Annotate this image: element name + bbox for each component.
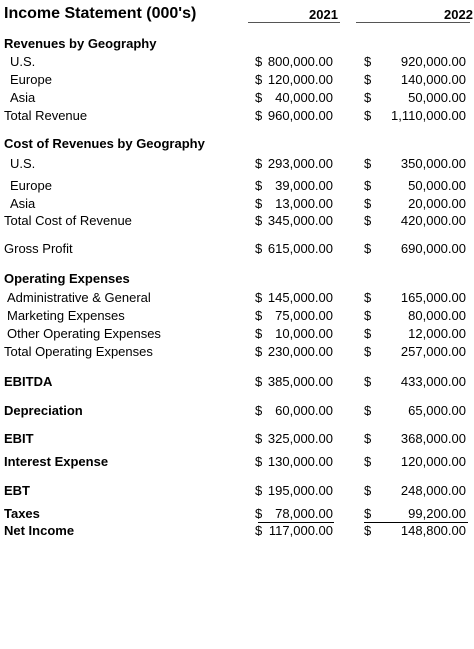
row-label: Gross Profit [4,241,73,256]
year-2021-header: 2021 [309,7,338,22]
currency-symbol: $ [255,344,263,359]
row-label: Marketing Expenses [7,308,125,323]
currency-symbol: $ [255,483,263,498]
amount-2021: 40,000.00 [275,90,333,105]
amount-2021: 325,000.00 [267,431,333,446]
currency-symbol: $ [364,156,372,171]
row-label: Other Operating Expenses [7,326,161,341]
row-label: U.S. [10,54,36,69]
amount-2022: 65,000.00 [408,403,466,418]
currency-symbol: $ [255,326,263,341]
amount-2021: 120,000.00 [267,72,333,87]
amount-2022: 368,000.00 [400,431,466,446]
row-label: Total Operating Expenses [4,344,153,359]
amount-2021: 230,000.00 [267,344,333,359]
currency-symbol: $ [255,506,263,521]
amount-2021: 13,000.00 [275,196,333,211]
cost-row-europe [0,177,474,195]
interest-expense-row [0,453,474,471]
amount-2021: 615,000.00 [267,241,333,256]
amount-2022: 1,110,000.00 [391,108,466,123]
row-label: EBT [4,483,30,498]
currency-symbol: $ [364,308,372,323]
amount-2022: 80,000.00 [408,308,466,323]
amount-2021: 117,000.00 [268,523,333,538]
row-label: EBIT [4,431,34,446]
statement-title: Income Statement (000's) [4,5,197,22]
currency-symbol: $ [364,506,372,521]
currency-symbol: $ [364,431,372,446]
row-label: U.S. [10,156,36,171]
currency-symbol: $ [364,72,372,87]
row-label: Depreciation [4,403,83,418]
amount-2021: 10,000.00 [275,326,333,341]
total-opex-row [0,343,474,361]
amount-2022: 20,000.00 [408,196,466,211]
amount-2022: 50,000.00 [408,90,466,105]
revenue-row-europe [0,71,474,89]
amount-2021: 385,000.00 [267,374,333,389]
header-underline-2022 [356,22,470,23]
currency-symbol: $ [364,213,372,228]
amount-2022: 248,000.00 [400,483,466,498]
amount-2021: 345,000.00 [267,213,333,228]
ebit-row [0,430,474,448]
currency-symbol: $ [255,196,263,211]
amount-2021: 78,000.00 [275,506,333,521]
section-heading: Revenues by Geography [4,36,157,51]
amount-2022: 420,000.00 [400,213,466,228]
amount-2022: 433,000.00 [400,374,466,389]
currency-symbol: $ [255,90,263,105]
currency-symbol: $ [255,178,263,193]
amount-2021: 145,000.00 [267,290,333,305]
currency-symbol: $ [364,454,372,469]
revenues-heading-row [0,35,474,53]
amount-2022: 165,000.00 [400,290,466,305]
taxes-row [0,505,474,523]
row-label: Asia [10,90,36,105]
ebt-row [0,482,474,500]
cost-heading-row [0,135,474,153]
row-label: Total Revenue [4,108,88,123]
currency-symbol: $ [364,374,372,389]
currency-symbol: $ [255,454,263,469]
amount-2021: 960,000.00 [267,108,333,123]
currency-symbol: $ [255,431,263,446]
amount-2021: 800,000.00 [267,54,333,69]
total-revenue-row [0,107,474,125]
section-heading: Operating Expenses [4,271,130,286]
row-label: Europe [10,72,52,87]
total-cost-row [0,212,474,230]
opex-row-other [0,325,474,343]
currency-symbol: $ [255,241,263,256]
currency-symbol: $ [255,213,263,228]
currency-symbol: $ [364,90,372,105]
row-label: EBITDA [4,374,53,389]
ebitda-row [0,373,474,391]
depreciation-row [0,402,474,420]
currency-symbol: $ [364,326,372,341]
amount-2022: 257,000.00 [400,344,466,359]
currency-symbol: $ [364,403,372,418]
cost-row-us [0,155,474,173]
row-label: Total Cost of Revenue [4,213,132,228]
row-label: Administrative & General [7,290,151,305]
revenue-row-asia [0,89,474,107]
row-label: Taxes [4,506,40,521]
currency-symbol: $ [255,72,263,87]
currency-symbol: $ [364,196,372,211]
amount-2022: 12,000.00 [408,326,466,341]
gross-profit-row [0,240,474,258]
amount-2022: 50,000.00 [408,178,466,193]
currency-symbol: $ [255,156,263,171]
year-2022-header: 2022 [444,7,473,22]
amount-2021: 39,000.00 [275,178,333,193]
revenue-row-us [0,53,474,71]
currency-symbol: $ [255,54,263,69]
net-income-row [0,522,474,540]
amount-2022: 690,000.00 [400,241,466,256]
row-label: Interest Expense [4,454,109,469]
row-label: Net Income [4,523,75,538]
currency-symbol: $ [364,523,372,538]
opex-row-admin [0,289,474,307]
opex-row-marketing [0,307,474,325]
currency-symbol: $ [255,523,263,538]
row-label: Europe [10,178,52,193]
currency-symbol: $ [255,308,263,323]
amount-2022: 350,000.00 [400,156,466,171]
currency-symbol: $ [364,178,372,193]
amount-2022: 140,000.00 [400,72,466,87]
amount-2022: 920,000.00 [400,54,466,69]
currency-symbol: $ [255,374,263,389]
currency-symbol: $ [364,483,372,498]
row-label: Asia [10,196,36,211]
amount-2022: 148,800.00 [400,523,466,538]
amount-2021: 195,000.00 [267,483,333,498]
amount-2021: 293,000.00 [267,156,333,171]
currency-symbol: $ [364,54,372,69]
header-underline-2021 [248,22,340,23]
amount-2021: 60,000.00 [275,403,333,418]
currency-symbol: $ [364,108,372,123]
amount-2022: 99,200.00 [408,506,466,521]
opex-heading-row [0,270,474,288]
section-heading: Cost of Revenues by Geography [4,136,205,151]
currency-symbol: $ [364,344,372,359]
amount-2021: 75,000.00 [275,308,333,323]
currency-symbol: $ [255,108,263,123]
currency-symbol: $ [364,290,372,305]
currency-symbol: $ [255,290,263,305]
currency-symbol: $ [255,403,263,418]
amount-2021: 130,000.00 [267,454,333,469]
cost-row-asia [0,195,474,213]
currency-symbol: $ [364,241,372,256]
amount-2022: 120,000.00 [400,454,466,469]
